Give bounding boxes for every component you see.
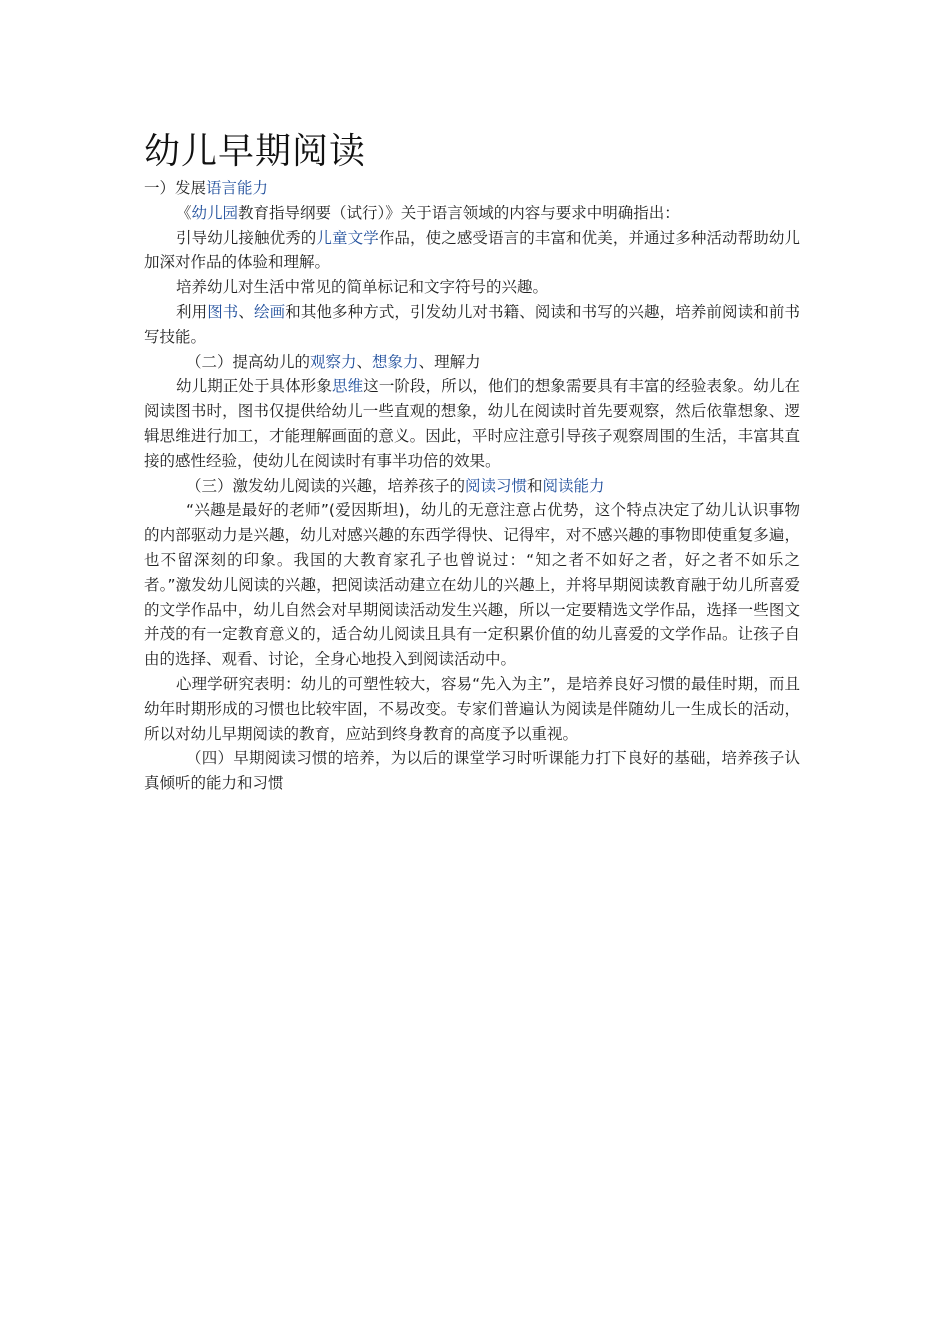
section-heading-4 (144, 746, 800, 796)
link-drawing[interactable]: 绘画 (254, 302, 286, 321)
text-run: 这一阶段，所以，他们的想象需要具有丰富的经验表象。幼儿在阅读图书时，图书仅提供给幼儿一些直观的想象，幼儿在阅读时首先要观察，然后依靠想象、逻辑思维进行加工，才能理解画面的意义。因此，平时应注意引导孩子观察周围的生活，丰富其直接的感性经验，使幼儿在阅读时有事半功倍的效果。 (144, 377, 800, 470)
text-run: （二）提高幼儿的 (186, 352, 311, 371)
paragraph (144, 300, 800, 350)
link-language-ability[interactable]: 语言能力 (206, 179, 269, 197)
text-run: 心理学研究表明：幼儿的可塑性较大，容易“先入为主”，是培养良好习惯的最佳时期，而且幼年时期形成的习惯也比较牢固，不易改变。专家们普遍认为阅读是伴随幼儿一生成长的活动，所以对幼儿早期阅读的教育，应站到终身教育的高度予以重视。 (144, 674, 800, 743)
document-page (144, 128, 800, 796)
text-run: 《 (176, 203, 192, 222)
text-run: 、理解力 (418, 352, 481, 371)
text-run: 和 (527, 476, 543, 495)
link-reading-ability[interactable]: 阅读能力 (542, 476, 605, 495)
text-run: 一）发展 (144, 179, 207, 197)
link-observation[interactable]: 观察力 (310, 352, 357, 371)
text-run: 、 (356, 352, 373, 371)
link-reading-habits[interactable]: 阅读习惯 (465, 476, 528, 495)
text-run: 幼儿期正处于具体形象 (176, 377, 333, 396)
link-kindergarten[interactable]: 幼儿园 (191, 203, 239, 222)
text-run: 教育指导纲要（试行）》关于语言领域的内容与要求中明确指出： (238, 203, 680, 222)
section-heading-3 (144, 474, 800, 499)
paragraph (144, 226, 800, 276)
link-books[interactable]: 图书 (207, 302, 239, 321)
text-run: （三）激发幼儿阅读的兴趣，培养孩子的 (186, 476, 466, 495)
text-run: 引导幼儿接触优秀的 (176, 228, 317, 247)
text-run: （四）早期阅读习惯的培养，为以后的课堂学习时听课能力打下良好的基础，培养孩子认真倾听的能力和习惯 (144, 749, 800, 793)
paragraph (144, 374, 800, 473)
link-thinking[interactable]: 思维 (332, 377, 364, 396)
link-imagination[interactable]: 想象力 (372, 352, 419, 371)
paragraph (144, 275, 800, 300)
section-heading-1 (144, 176, 800, 201)
text-run: 和其他多种方式，引发幼儿对书籍、阅读和书写的兴趣，培养前阅读和前书写技能。 (144, 302, 800, 346)
text-run: 作品，使之感受语言的丰富和优美，并通过多种活动帮助幼儿加深对作品的体验和理解。 (144, 228, 800, 272)
text-run: 培养幼儿对生活中常见的简单标记和文字符号的兴趣。 (176, 278, 549, 297)
section-heading-2 (144, 350, 800, 375)
paragraph (144, 672, 800, 746)
text-run: 利用 (176, 302, 208, 321)
link-childrens-literature[interactable]: 儿童文学 (316, 228, 379, 247)
text-run: “兴趣是最好的老师”(爱因斯坦)，幼儿的无意注意占优势，这个特点决定了幼儿认识事物的内部驱动力是兴趣，幼儿对感兴趣的东西学得快、记得牢，对不感兴趣的事物即使重复多遍，也不留深刻的印象。我国的大教育家孔子也曾说过：“知之者不如好之者，好之者不如乐之者。”激发幼儿阅读的兴趣，把阅读活动建立在幼儿的兴趣上，并将早期阅读教育融于幼儿所喜爱的文学作品中，幼儿自然会对早期阅读活动发生兴趣，所以一定要精选文学作品，选择一些图文并茂的有一定教育意义的，适合幼儿阅读且具有一定积累价值的幼儿喜爱的文学作品。让孩子自由的选择、观看、讨论，全身心地投入到阅读活动中。 (144, 501, 800, 669)
paragraph (144, 201, 800, 226)
paragraph (144, 498, 800, 672)
document-title: 幼儿早期阅读 (144, 131, 367, 172)
text-run: 、 (238, 302, 255, 321)
